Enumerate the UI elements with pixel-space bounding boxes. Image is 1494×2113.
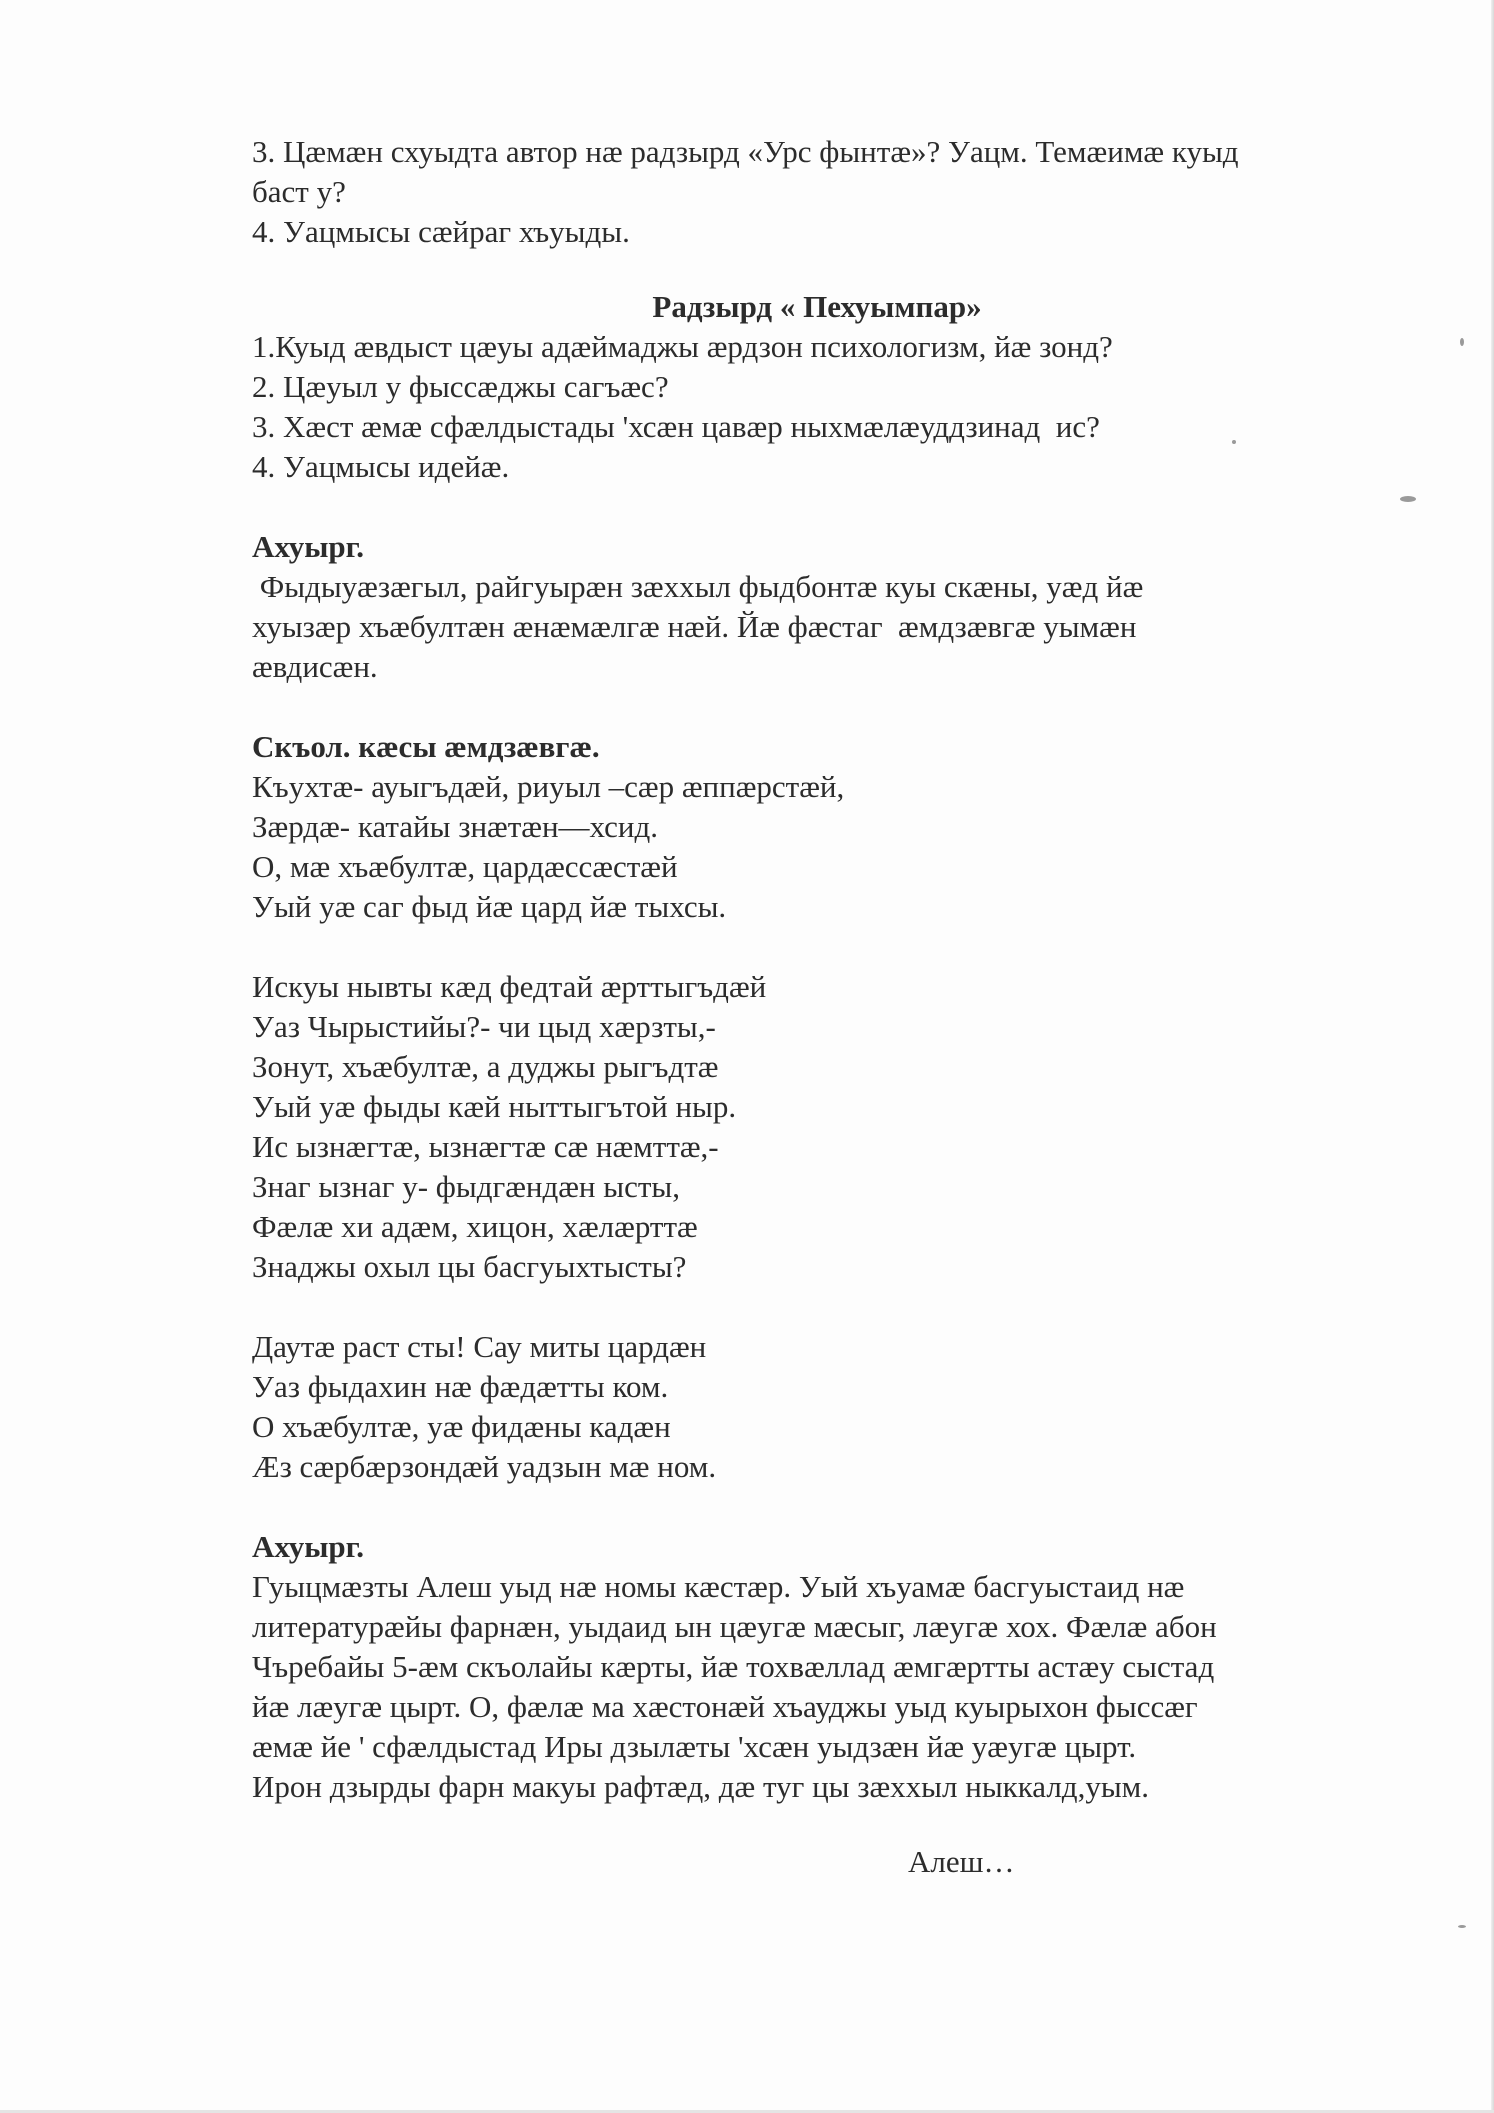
teacher-label: Ахуырг. <box>252 1529 364 1564</box>
poem-line: Фæлæ хи адæм, хицон, хæлæрттæ <box>252 1209 698 1244</box>
question-line: 2. Цæуыл у фыссæджы сагъæс? <box>252 369 669 404</box>
teacher-paragraph-1 <box>252 567 1402 687</box>
poem-line: Зæрдæ- катайы знæтæн—хсид. <box>252 809 659 844</box>
poem-line: Знаг ызнаг у- фыдгæндæн ысты, <box>252 1169 680 1204</box>
poem-stanza-2 <box>252 967 1402 1287</box>
spacer <box>252 1287 1402 1327</box>
paragraph-line: Чъребайы 5-æм скъолайы кæрты, йæ тохвæллад æмгæртты астæу сыстад <box>252 1649 1215 1684</box>
questions-story <box>252 327 1402 487</box>
poem-line: Уый уæ фыды кæй ныттыгътой ныр. <box>252 1089 737 1124</box>
scan-speck <box>1458 1925 1466 1928</box>
poem-line: Æз сæрбæрзондæй уадзын мæ ном. <box>252 1449 717 1484</box>
spacer <box>252 1807 1402 1842</box>
poem-line: Уый уæ саг фыд йæ цард йæ тыхсы. <box>252 889 727 924</box>
question-line: баст у? <box>252 174 346 209</box>
spacer <box>252 252 1402 287</box>
scan-speck <box>1400 496 1416 502</box>
paragraph-line: æмæ йе ' сфæлдыстад Иры дзылæты 'хсæн уыдзæн йæ уæугæ цырт. <box>252 1729 1137 1764</box>
poem-stanza-3 <box>252 1327 1402 1487</box>
paragraph-line: Ирон дзырды фарн макуы рафтæд, дæ туг цы зæххыл ныккалд,уым. <box>252 1769 1150 1804</box>
scan-speck <box>1460 338 1464 346</box>
paragraph-line: æвдисæн. <box>252 649 378 684</box>
spacer <box>252 1487 1402 1527</box>
poem-line: Знаджы охыл цы басгуыхтысты? <box>252 1249 687 1284</box>
poem-line: Уаз Чырыстийы?- чи цыд хæрзты,- <box>252 1009 716 1044</box>
paragraph-line: Гуыцмæзты Алеш уыд нæ номы кæстæр. Уый хъуамæ басгуыстаид нæ <box>252 1569 1185 1604</box>
spacer <box>252 927 1402 967</box>
question-line: 3. Хæст æмæ сфæлдыстады 'хсæн цавæр ныхмæлæуддзинад ис? <box>252 409 1100 444</box>
spacer <box>252 487 1402 527</box>
question-line: 1.Куыд æвдыст цæуы адæймаджы æрдзон психологизм, йæ зонд? <box>252 329 1113 364</box>
spacer <box>252 687 1402 727</box>
student-label: Скъол. кæсы æмдзæвгæ. <box>252 729 600 764</box>
teacher-label: Ахуырг. <box>252 529 364 564</box>
paragraph-line: литературæйы фарнæн, уыдаид ын цæугæ мæсыг, лæугæ хох. Фæлæ абон <box>252 1609 1217 1644</box>
story-title: Радзырд « Пехуымпар» <box>652 289 982 324</box>
poem-line: Къухтæ- ауыгъдæй, риуыл –сæр æппæрстæй, <box>252 769 845 804</box>
question-line: 4. Уацмысы сæйраг хъуыды. <box>252 214 630 249</box>
questions-top <box>252 132 1402 252</box>
poem-line: Уаз фыдахин нæ фæдæтты ком. <box>252 1369 669 1404</box>
paragraph-line: хуызæр хъæбултæн æнæмæлгæ нæй. Йæ фæстаг æмдзæвгæ уымæн <box>252 609 1137 644</box>
poem-line: Зонут, хъæбултæ, а дуджы рыгъдтæ <box>252 1049 719 1084</box>
poem-stanza-1 <box>252 767 1402 927</box>
poem-line: Искуы нывты кæд федтай æрттыгъдæй <box>252 969 767 1004</box>
poem-line: О, мæ хъæбултæ, цардæссæстæй <box>252 849 678 884</box>
paragraph-line: йæ лæугæ цырт. О, фæлæ ма хæстонæй хъауджы уыд куырыхон фыссæг <box>252 1689 1198 1724</box>
poem-line: Ис ызнæгтæ, ызнæгтæ сæ нæмттæ,- <box>252 1129 719 1164</box>
teacher-paragraph-2 <box>252 1567 1402 1807</box>
document-body <box>252 132 1402 1882</box>
poem-line: О хъæбултæ, уæ фидæны кадæн <box>252 1409 671 1444</box>
closing-signature: Алеш… <box>908 1844 1015 1879</box>
question-line: 3. Цæмæн схуыдта автор нæ радзырд «Урс фынтæ»? Уацм. Темæимæ куыд <box>252 134 1239 169</box>
poem-line: Даутæ раст сты! Сау миты цардæн <box>252 1329 707 1364</box>
paragraph-line: Фыдыуæзæгыл, райгуырæн зæххыл фыдбонтæ куы скæны, уæд йæ <box>252 569 1144 604</box>
question-line: 4. Уацмысы идейæ. <box>252 449 510 484</box>
